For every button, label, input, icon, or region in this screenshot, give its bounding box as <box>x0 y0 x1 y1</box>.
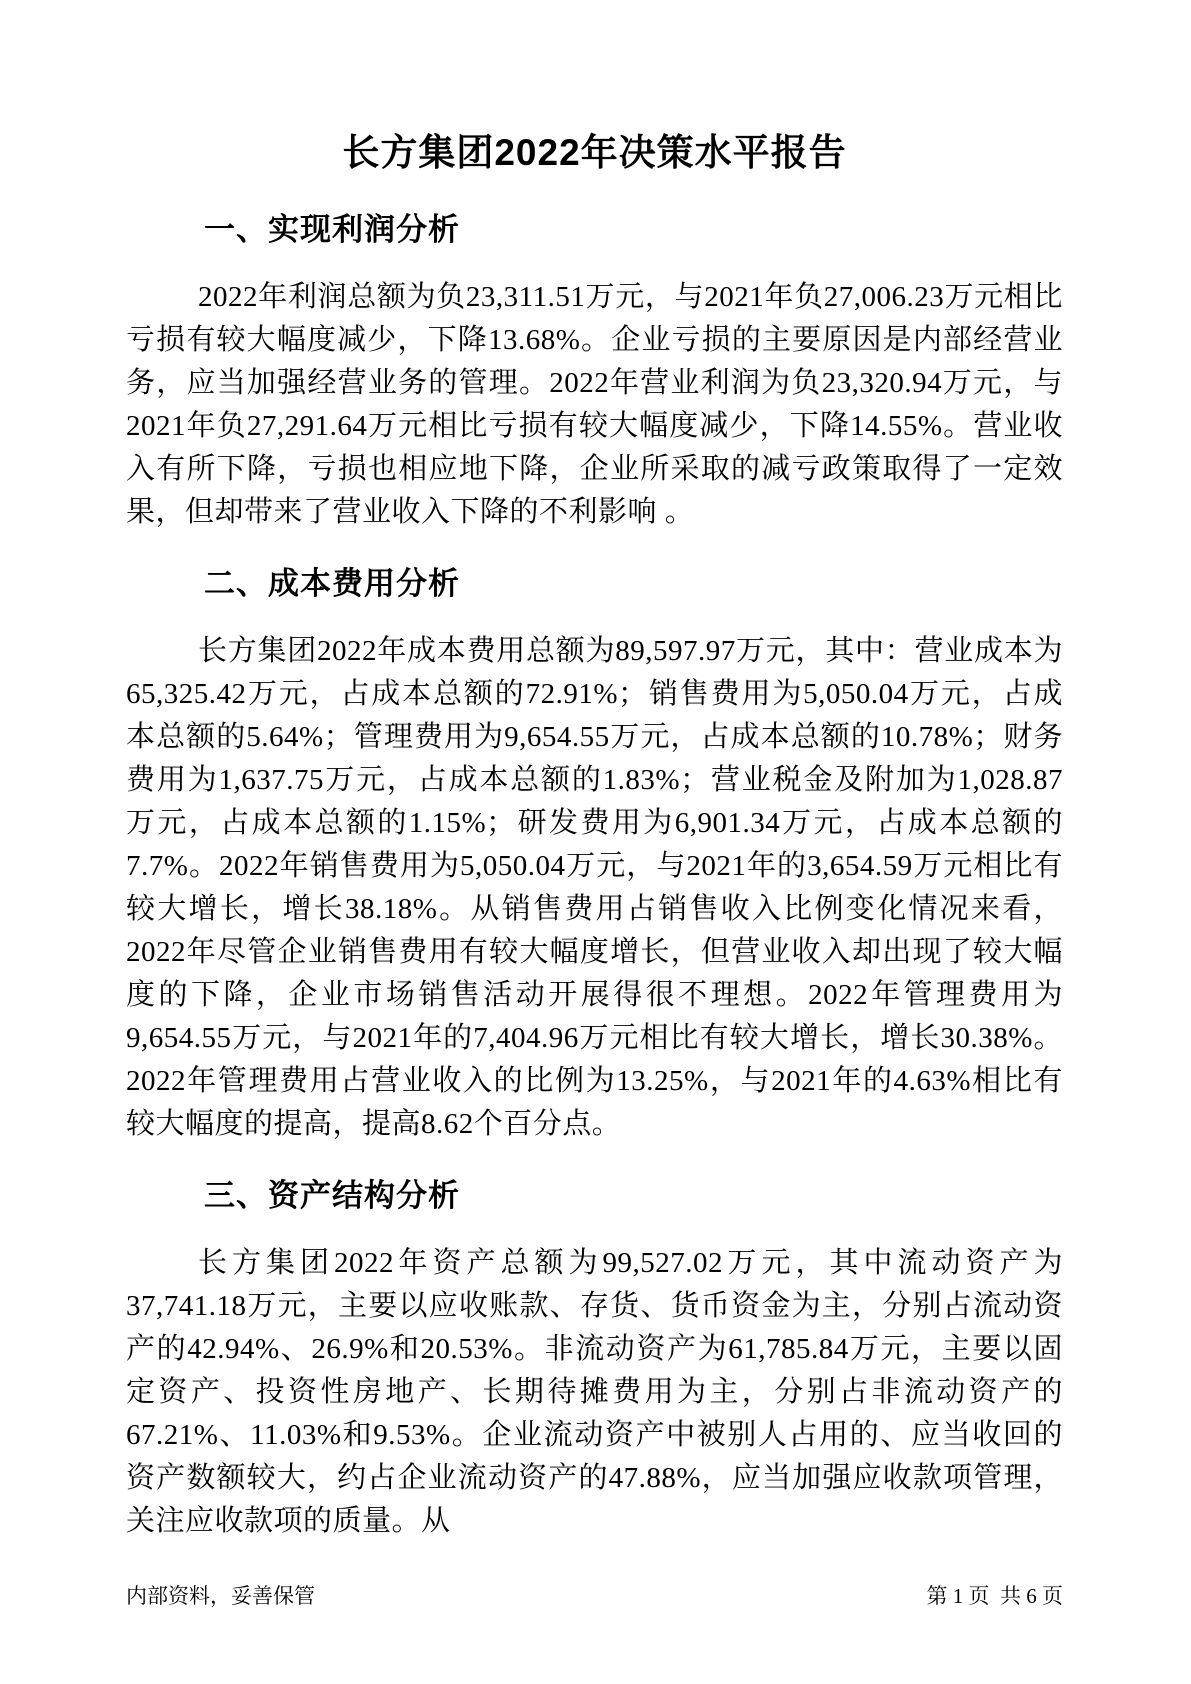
section-heading-profit-analysis: 一、实现利润分析 <box>204 212 460 247</box>
paragraph-cost-analysis: 长方集团2022年成本费用总额为89,597.97万元，其中：营业成本为65,325.42万元，占成本总额的72.91%；销售费用为5,050.04万元，占成本总额的5.64%；管理费用为9,654.55万元，占成本总额的10.78%；财务费用为1,637.75万元，占成本总额的1.83%；营业税金及附加为1,028.87万元，占成本总额的1.15%；研发费用为6,901.34万元，占成本总额的7.7%。2022年销售费用为5,050.04万元，与2021年的3,654.59万元相比有较大增长，增长38.18%。从销售费用占销售收入比例变化情况来看，2022年尽管企业销售费用有较大幅度增长，但营业收入却出现了较大幅度的下降，企业市场销售活动开展得很不理想。2022年管理费用为9,654.55万元，与2021年的7,404.96万元相比有较大增长，增长30.38%。2022年管理费用占营业收入的比例为13.25%，与2021年的4.63%相比有较大幅度的提高，提高8.62个百分点。 <box>126 635 1063 1140</box>
paragraph-asset-structure-analysis: 长方集团2022年资产总额为99,527.02万元，其中流动资产为37,741.18万元，主要以应收账款、存货、货币资金为主，分别占流动资产的42.94%、26.9%和20.53%。非流动资产为61,785.84万元，主要以固定资产、投资性房地产、长期待摊费用为主，分别占非流动资产的67.21%、11.03%和9.53%。企业流动资产中被别人占用的、应当收回的资产数额较大，约占企业流动资产的47.88%，应当加强应收款项管理，关注应收款项的质量。从 <box>126 1247 1063 1537</box>
paragraph-profit-analysis: 2022年利润总额为负23,311.51万元，与2021年负27,006.23万元相比亏损有较大幅度减少，下降13.68%。企业亏损的主要原因是内部经营业务，应当加强经营业务的管理。2022年营业利润为负23,320.94万元，与2021年负27,291.64万元相比亏损有较大幅度减少，下降14.55%。营业收入有所下降，亏损也相应地下降，企业所采取的减亏政策取得了一定效果，但却带来了营业收入下降的不利影响 。 <box>126 281 1063 528</box>
report-title: 长方集团2022年决策水平报告 <box>342 132 847 173</box>
footer-confidential-note: 内部资料，妥善保管 <box>126 1585 315 1608</box>
footer-page-number: 第 1 页 共 6 页 <box>926 1584 1063 1608</box>
section-heading-asset-structure-analysis: 三、资产结构分析 <box>204 1178 460 1213</box>
section-heading-cost-analysis: 二、成本费用分析 <box>204 566 460 601</box>
page-footer <box>126 1582 1063 1611</box>
